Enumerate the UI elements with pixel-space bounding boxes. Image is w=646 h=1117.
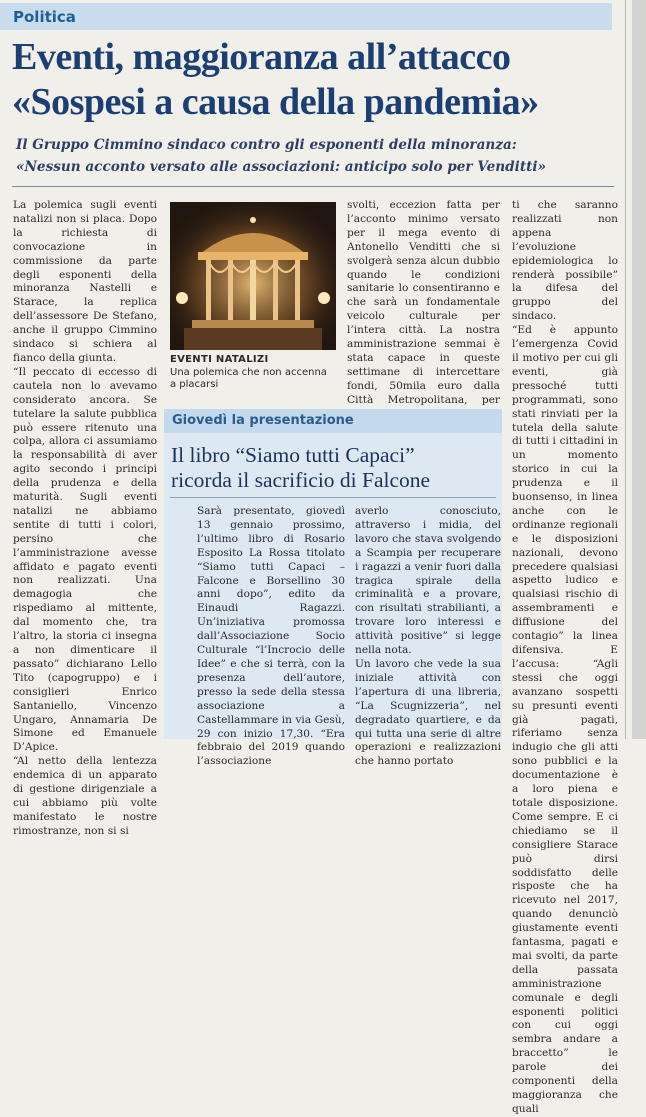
- sidebar-column-2: [355, 505, 501, 768]
- subtitle-line-2: «Nessun acconto versato alle associazioni: anticipo solo per Venditti»: [16, 159, 547, 175]
- photo-caption: [170, 354, 336, 392]
- sidebar-paragraph: averlo conosciuto, attraverso i midia, del lavoro che stava svolgendo a Scampia per recuperare i ragazzi a venir fuori dalla tragica spirale della criminalità e a provare, con risultati strabilianti, a trovare loro interessi e attività positive” si legge nella nota.: [355, 505, 501, 657]
- article-paragraph: “Il peccato di eccesso di cautela non lo avevamo considerato ancora. Se tutelare la salute pubblica può essere ritenuto una colpa, allora ci assumiamo la responsabilità di aver agito secondo i principi della prudenza e della maturità. Sugli eventi natalizi ne abbiamo sentite di tutti i colori, persino che l’amministrazione avesse affidato e pagato eventi non realizzati. Una demagogia che rispediamo al mittente, dal momento che, tra l’altro, la storia ci insegna a non dimenticare il passato” dichiarano Lello Tito (capogruppo) e i consiglieri Enrico Santaniello, Vincenzo Ungaro, Annamaria De Simone ed Emanuele D’Apice.: [13, 365, 157, 754]
- article-column-3: [347, 199, 500, 406]
- gazebo-photo: [170, 202, 336, 350]
- photo-caption-head: EVENTI NATALIZI: [170, 354, 269, 365]
- sidebar-box-title-line-1: Il libro “Siamo tutti Capaci”: [171, 443, 415, 467]
- headline-line-1: Eventi, maggioranza all’attacco: [12, 36, 511, 78]
- article-paragraph: svolti, eccezion fatta per l’acconto minimo versato per il mega evento di Antonello Venditti che si svolgerà senza alcun dubbio quando le condizioni sanitarie lo consentiranno e che sarà un fondamentale veicolo culturale per l’intera città. La nostra amministrazione semmai è stata capace in queste settimane di intercettare fondi, 50mila euro dalla Città Metropolitana, per: [347, 199, 500, 406]
- sidebar-box-label: Giovedì la presentazione: [172, 413, 354, 428]
- article-paragraph: ti che saranno realizzati non appena l’evoluzione epidemiologica lo renderà possibile” la difesa del gruppo del sindaco.: [512, 199, 618, 323]
- article-paragraph: “Ed è appunto l’emergenza Covid il motivo per cui gli eventi, già pressoché tutti programmati, sono stati rinviati per la tutela della salute di tutti i cittadini in un momento storico in cui la prudenza e il buonsenso, in linea anche con le ordinanze regionali e le disposizioni nazionali, devono precedere qualsiasi aspetto ludico e qualsiasi rischio di assembramenti e diffusione del contagio” la linea difensiva. E l’accusa: “Agli stessi che oggi avanzano sospetti su presunti eventi già pagati, riferiamo senza indugio che gli atti sono pubblici e la documentazione è a loro piena e totale disposizione. Come sempre. E ci chiediamo se il consigliere Starace può dirsi soddisfatto delle risposte che ha ricevuto nel 2017, quando denunciò giustamente eventi fantasma, pagati e mai svolti, da parte della passata amministrazione comunale e degli esponenti politici con cui oggi sembra andare a braccetto” le parole dei componenti della maggioranza che quali: [512, 324, 618, 1115]
- photo-caption-text: Una polemica che non accenna a placarsi: [170, 366, 327, 390]
- page-divider: [625, 0, 626, 739]
- adjacent-page-edge: [632, 0, 646, 739]
- headline-line-2: «Sospesi a causa della pandemia»: [12, 81, 539, 123]
- sidebar-paragraph: Sarà presentato, giovedì 13 gennaio prossimo, l’ultimo libro di Rosario Esposito La Rossa titolato “Siamo tutti Capaci – Falcone e Borsellino 30 anni dopo”, edito da Einaudi Ragazzi. Un’iniziativa promossa dall’Associazione Socio Culturale “l’Incrocio delle Idee” e che si terrà, con la presenza dell’autore, presso la sede della stessa associazione a Castellammare in via Gesù, 29 con inizio 17,30. “Era febbraio del 2019 quando l’associazione: [197, 505, 345, 768]
- sidebar-box-rule: [170, 497, 496, 498]
- sidebar-box-title-line-2: ricorda il sacrificio di Falcone: [171, 468, 431, 492]
- section-label: Politica: [13, 8, 76, 26]
- article-column-4: [512, 199, 618, 1115]
- sidebar-column-1: [197, 505, 345, 768]
- header-rule: [12, 186, 614, 187]
- subtitle-line-1: Il Gruppo Cimmino sindaco contro gli esponenti della minoranza:: [16, 137, 517, 153]
- article-column-1: [13, 199, 157, 837]
- article-paragraph: “Al netto della lentezza endemica di un apparato di gestione dirigenziale a cui abbiamo più volte manifestato le nostre rimostranze, non si si: [13, 755, 157, 837]
- article-paragraph: La polemica sugli eventi natalizi non si placa. Dopo la richiesta di convocazione in commissione da parte degli esponenti della minoranza Nastelli e Starace, la replica dell’assessore De Stefano, anche il gruppo Cimmino sindaco si schiera al fianco della giunta.: [13, 199, 157, 364]
- section-bar: [0, 3, 612, 30]
- sidebar-paragraph: Un lavoro che vede la sua iniziale attività con l’apertura di una libreria, “La Scugnizzeria”, nel degradato quartiere, e da qui tutta una serie di altre operazioni e realizzazioni che hanno portato: [355, 657, 501, 768]
